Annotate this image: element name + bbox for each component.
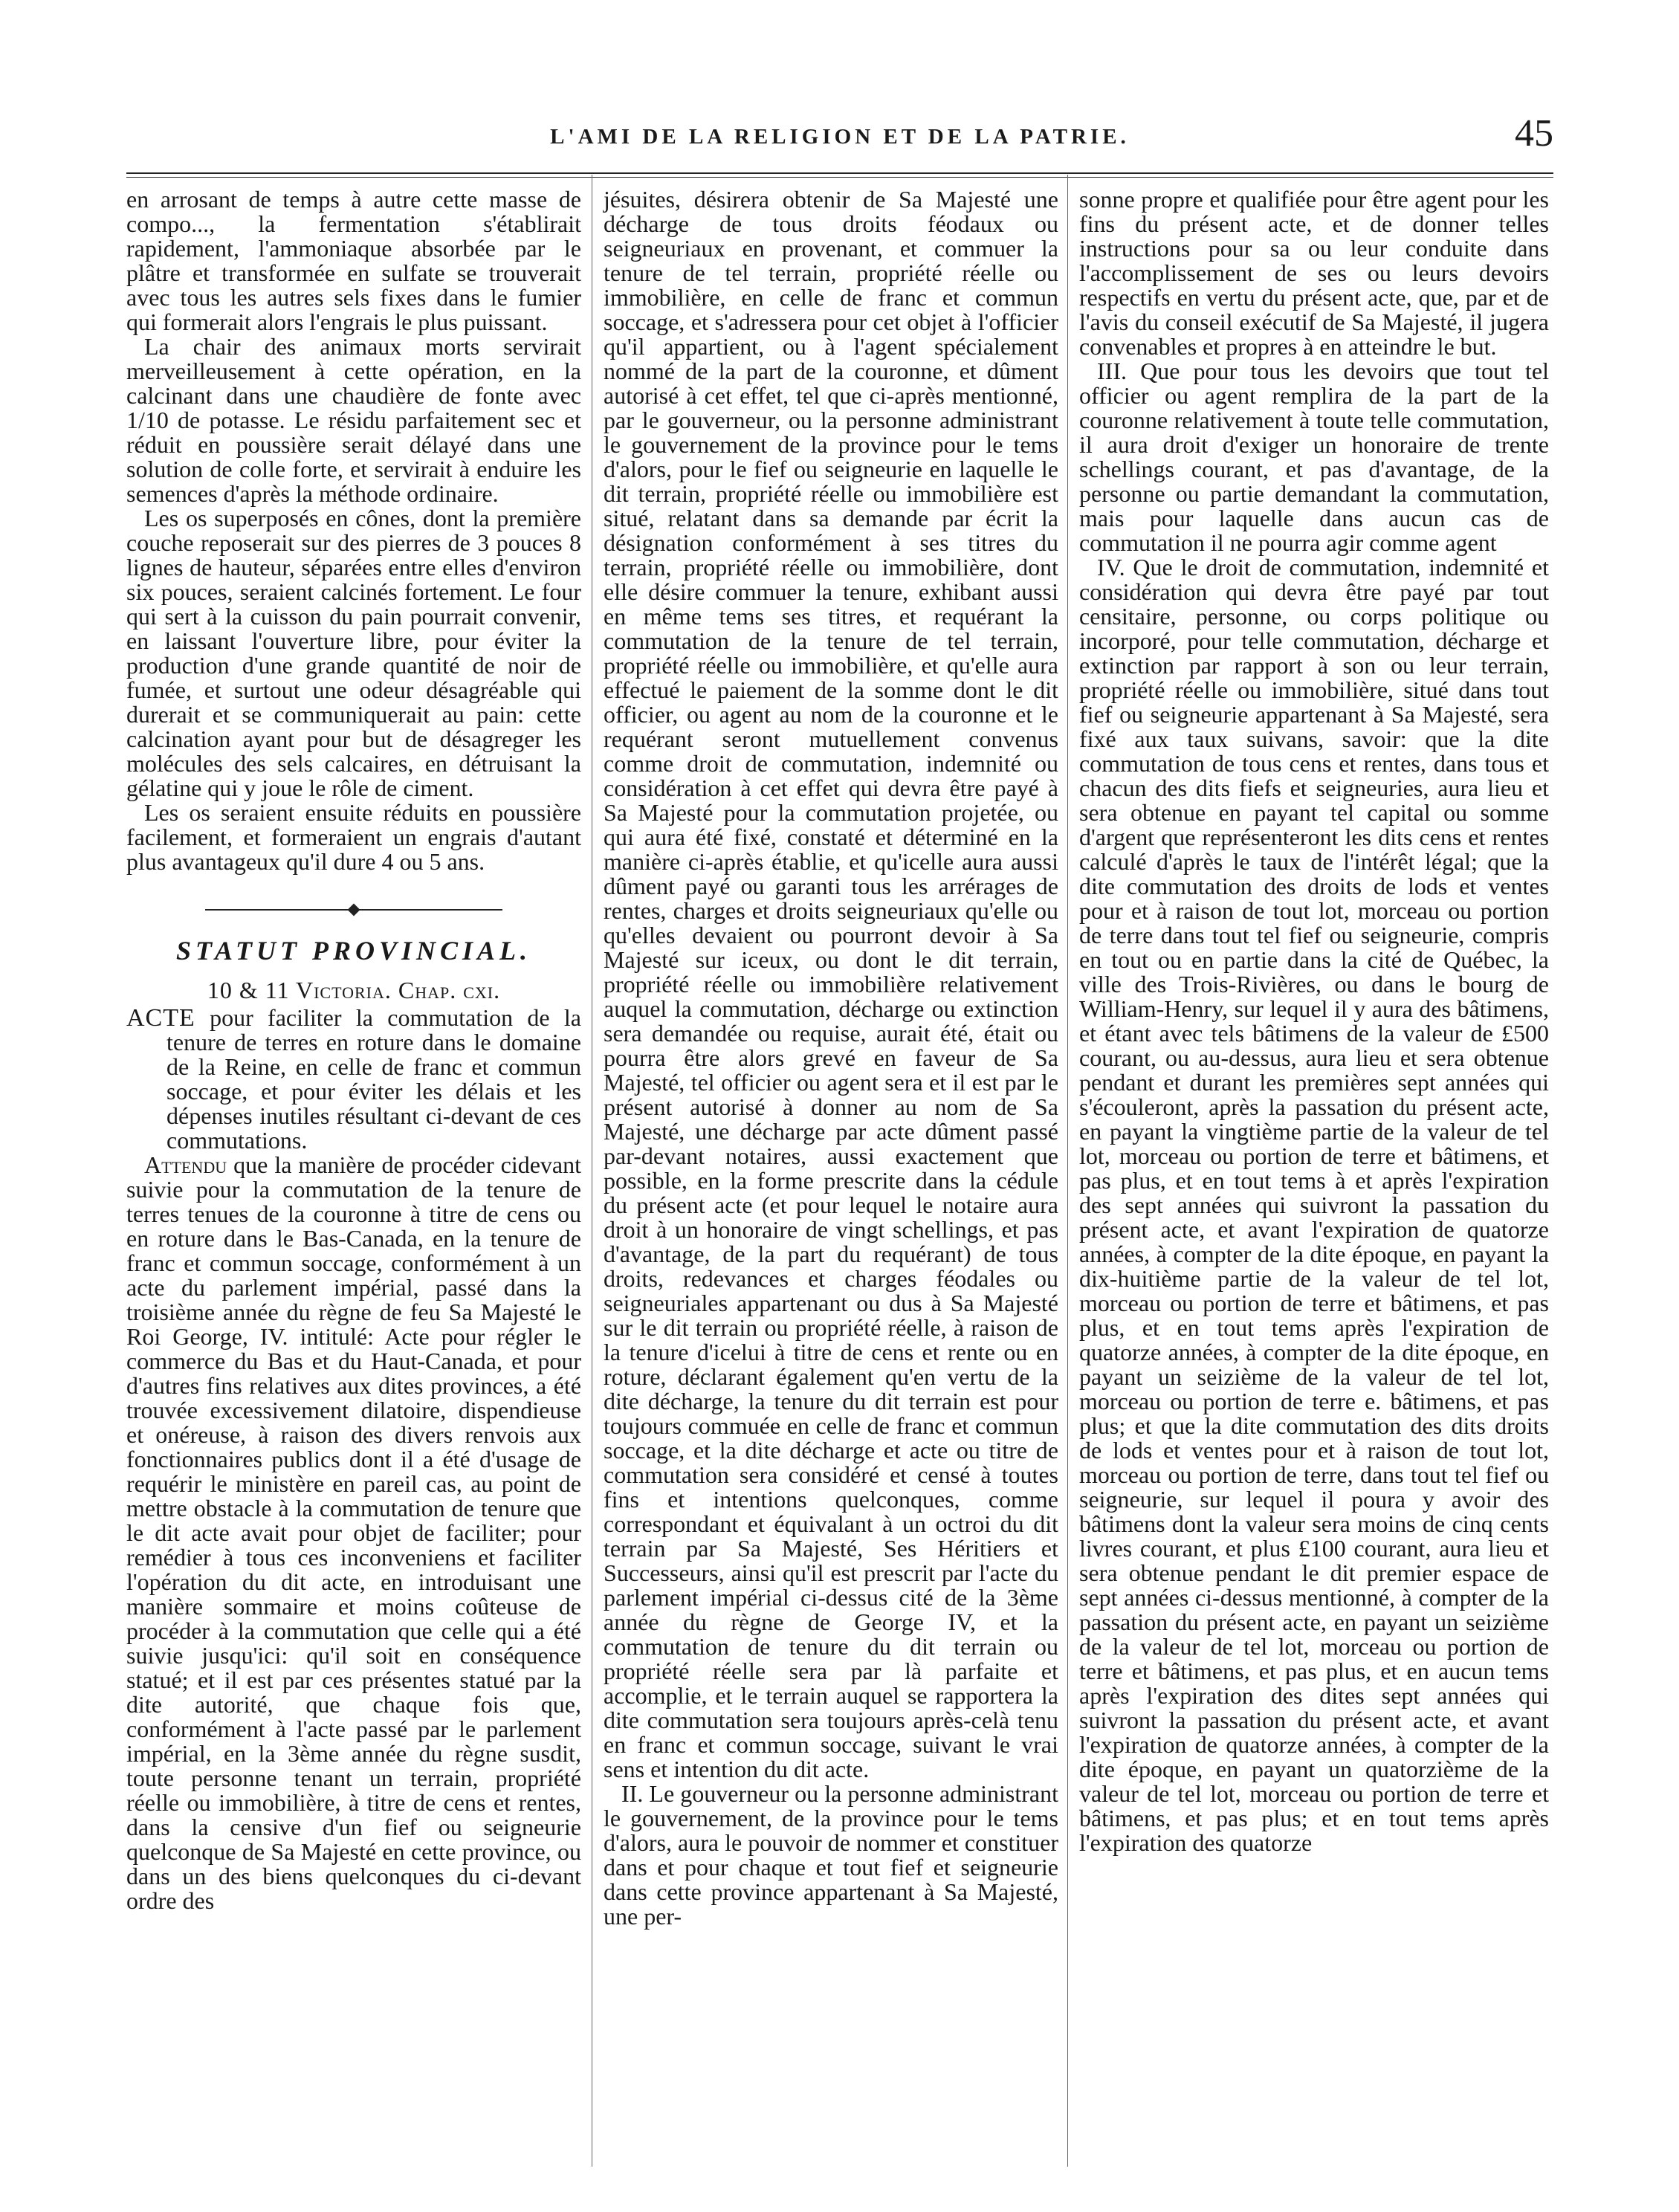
- paragraph: II. Le gouverneur ou la personne administrant le gouvernement, de la province pour le tems d'alors, aura le pouvoir de nommer et constituer dans et pour chaque et tout fief et seigneurie dans cette province appartenant à Sa Majesté, une per-: [604, 1780, 1058, 1930]
- running-title: L'AMI DE LA RELIGION ET DE LA PATRIE.: [550, 125, 1130, 149]
- act-word: ACTE: [126, 1004, 195, 1032]
- column-3: [1079, 187, 1549, 1855]
- section-ornament: [126, 895, 581, 919]
- section-title: STATUT PROVINCIAL.: [175, 936, 532, 966]
- paragraph: Les os superposés en cônes, dont la première couche reposerait sur des pierres de 3 pouces 8 lignes de hauteur, séparées entre elles d'environ six pouces, seraient calcinés fortement. Le four qui sert à la cuisson du pain pourrait convenir, en laissant l'ouverture libre, pour éviter la production d'une grande quantité de noir de fumée, et surtout une odeur désagréable qui durerait et se communiquerait au pain: cette calcination ayant pour but de désagreger les molécules des sels calcaires, en détruisant la gélatine qui y joue le rôle de ciment.: [126, 505, 581, 801]
- paragraph: sonne propre et qualifiée pour être agent pour les fins du présent acte, et de donner telles instructions pour sa ou leur conduite dans l'accomplissement de ses ou leurs devoirs respectifs en vertu du présent acte, que, par et de l'avis du conseil exécutif de Sa Majesté, il jugera convenables et propres à en atteindre le but.: [1079, 186, 1549, 360]
- column-divider: [1067, 175, 1068, 2167]
- column-2: [604, 187, 1058, 1929]
- preamble-text: que la manière de procéder cidevant suivie pour la commutation de la tenure de terres tenues de la couronne à titre de cens ou en roture dans le Bas-Canada, en la tenure de franc et commun soccage, conformément à un acte du parlement impérial, passé dans la troisième année du règne de feu Sa Majesté le Roi George, IV. intitulé: Acte pour régler le commerce du Bas et du Haut-Canada, et pour d'autres fins relatives aux dites provinces, a été trouvée excessivement dilatoire, dispendieuse et onéreuse, à raison des divers renvois aux fonctionnaires publics dont il a été d'usage de requérir le ministère en pareil cas, au point de mettre obstacle à la commutation de tenure que le dit acte avait pour objet de faciliter; pour remédier à tous ces inconveniens et faciliter l'opération du dit acte, en introduisant une manière sommaire et moins coûteuse de procéder à la commutation que celle qui a été suivie jusqu'ici: qu'il soit en conséquence statué; et il est par ces présentes statué par la dite autorité, que chaque fois que, conformément à l'acte passé par le parlement impérial, en la 3ème année du règne susdit, toute personne tenant un terrain, propriété réelle ou immobilière, à titre de cens et rentes, dans la censive d'un fief ou seigneurie quelconque de Sa Majesté en cette province, ou dans un des biens quelconques du ci-devant ordre des: [126, 1151, 582, 1914]
- page-header: [126, 111, 1553, 164]
- preamble: [126, 1153, 581, 1913]
- paragraph: Les os seraient ensuite réduits en poussière facilement, et formeraient un engrais d'autant plus avantageux qu'il dure 4 ou 5 ans.: [126, 799, 581, 875]
- header-rule-thin: [126, 177, 1553, 178]
- paragraph: jésuites, désirera obtenir de Sa Majesté une décharge de tous droits féodaux ou seigneuriaux en provenant, et commuer la tenure de tel terrain, propriété réelle ou immobilière, en celle de franc et commun soccage, et s'adressera pour cet objet à l'officier qu'il appartient, ou à l'agent spécialement nommé de la part de la couronne, et dûment autorisé à cet effet, tel que ci-après mentionné, par le gouverneur, ou la personne administrant le gouvernement de la province pour le tems d'alors, pour le fief ou seigneurie en laquelle le dit terrain, propriété réelle ou immobilière est situé, relatant dans sa demande par écrit la désignation conformément à ses titres du terrain, propriété réelle ou immobilière, dont elle désire commuer la tenure, exhibant aussi en même tems ses titres, et requérant la commutation de la tenure de tel terrain, propriété réelle ou immobilière, et qu'elle aura effectué le paiement de la somme dont le dit officier, ou agent au nom de la couronne et le requérant seront mutuellement convenus comme droit de commutation, indemnité ou considération à cet effet qui devra être payé à Sa Majesté pour la commutation projetée, ou qui aura été fixé, constaté et déterminé en la manière ci-après établie, et qu'icelle aura aussi dûment payé ou garanti tous les arrérages de rentes, charges et droits seigneuriaux qu'elle ou qu'elles devaient ou pourront devoir à Sa Majesté sur iceux, ou dont le dit terrain, propriété réelle ou immobilière relativement auquel la commutation, décharge ou extinction sera demandée ou requise, aurait été, était ou pourra être alors grevé en faveur de Sa Majesté, tel officier ou agent sera et il est par le présent autorisé à donner au nom de Sa Majesté, une décharge par acte dûment passé par-devant notaires, aussi exactement que possible, en la forme prescrite dans la cédule du présent acte (et pour lequel le notaire aura droit à un honoraire de vingt schellings, et pas d'avantage, de la part du requérant) de tous droits, redevances et charges féodales ou seigneuriales appartenant ou dus à Sa Majesté sur le dit terrain ou propriété réelle, à raison de la tenure d'icelui à titre de cens et rente ou en roture, déclarant également qu'en vertu de la dite décharge, la tenure du dit terrain est pour toujours commuée en celle de franc et commun soccage, et la dite décharge et acte ou titre de commutation sera considéré et censé à toutes fins et intentions quelconques, comme correspondant et équivalant à un octroi du dit terrain par Sa Majesté, Ses Héritiers et Successeurs, ainsi qu'il est prescrit par l'acte du parlement impérial ci-dessus cité de la 3ème année du règne de George IV, et la commutation de tenure du dit terrain ou propriété réelle sera par là parfaite et accomplie, et le terrain auquel se rapportera la dite commutation sera toujours après-celà tenu en franc et commun soccage, suivant le vrai sens et intention du dit acte.: [604, 186, 1058, 1782]
- act-title: [126, 1006, 581, 1153]
- column-1: [126, 187, 581, 1913]
- page-number: 45: [1515, 112, 1553, 155]
- preamble-word: Attendu: [144, 1151, 227, 1178]
- act-reference-text: 10 & 11 Victoria. Chap. cxi.: [207, 977, 501, 1003]
- paragraph: III. Que pour tous les devoirs que tout tel officier ou agent remplira de la part de la couronne relativement à toute telle commutation, il aura droit d'exiger un honoraire de trente schellings courant, et pas d'avantage, de la personne ou partie demandant la commutation, mais pour laquelle dans aucun cas de commutation il ne pourra agir comme agent: [1079, 358, 1549, 556]
- act-reference: [126, 978, 581, 1003]
- act-title-text: pour faciliter la commutation de la tenure de terres en roture dans le domaine de la Reine, en celle de franc et commun soccage, et pour éviter les délais et les dépenses inutiles résultant ci-devant de ces commutations.: [166, 1004, 582, 1154]
- paragraph: en arrosant de temps à autre cette masse de compo..., la fermentation s'établirait rapidement, l'ammoniaque absorbée par le plâtre et transformée en sulfate se trouverait avec tous les autres sels fixes dans le fumier qui formerait alors l'engrais le plus puissant.: [126, 186, 581, 335]
- paragraph: La chair des animaux morts servirait merveilleusement à cette opération, en la calcinant dans une chaudière de fonte avec 1/10 de potasse. Le résidu parfaitement sec et réduit en poussière serait délayé dans une solution de colle forte, et servirait à enduire les semences d'après la méthode ordinaire.: [126, 333, 581, 507]
- header-rule: [126, 172, 1553, 174]
- paragraph: IV. Que le droit de commutation, indemnité et considération qui devra être payé par tout censitaire, personne, ou corps politique ou incorporé, pour telle commutation, décharge et extinction par rapport à son ou leur terrain, propriété réelle ou immobilière, situé dans tout fief ou seigneurie appartenant à Sa Majesté, sera fixé aux taux suivans, savoir: que la dite commutation de tous cens et rentes, dans tous et chacun des dits fiefs et seigneuries, aura lieu et sera obtenue en payant tel capital ou somme d'argent que représenteront les dits cens et rentes calculé d'après le taux de l'intérêt légal; que la dite commutation des droits de lods et ventes pour et à raison de tout lot, morceau ou portion de terre dans tout tel fief ou seigneurie, compris en tout ou en partie dans la cité de Québec, la ville des Trois-Rivières, ou dans le bourg de William-Henry, sur lequel il y aura des bâtimens, et étant avec tels bâtimens de la valeur de £500 courant, ou au-dessus, aura lieu et sera obtenue pendant et durant les premières sept années qui s'écouleront, après la passation du présent acte, en payant la vingtième partie de la valeur de tel lot, morceau ou portion de terre et bâtimens, et pas plus, et en tout tems à et après l'expiration des sept années qui suivront la passation du présent acte, et avant l'expiration de quatorze années, à compter de la dite époque, en payant la dix-huitième partie de la valeur de tel lot, morceau ou portion de terre et bâtimens, et pas plus, et en tout tems après l'expiration de quatorze années, à compter de la dite époque, en payant un seizième de la valeur de tel lot, morceau ou portion de terre e. bâtimens, et pas plus; et que la dite commutation des dits droits de lods et ventes pour et à raison de tout lot, morceau ou portion de terre, dans tout tel fief ou seigneurie, sur lequel il poura y avoir des bâtimens dont la valeur sera moins de cinq cents livres courant, et plus £100 courant, aura lieu et sera obtenue pendant le dit premier espace de sept années ci-dessus mentionné, à compter de la passation du présent acte, en payant un seizième de la valeur de tel lot, morceau ou portion de terre et bâtimens, et pas plus, et en aucun tems après l'expiration des dites sept années qui suivront la passation du présent acte, et avant l'expiration de quatorze années, à compter de la dite époque, en payant un quatorzième de la valeur de tel lot, morceau ou portion de terre et bâtimens, et pas plus; et en tout tems après l'expiration des quatorze: [1079, 554, 1549, 1856]
